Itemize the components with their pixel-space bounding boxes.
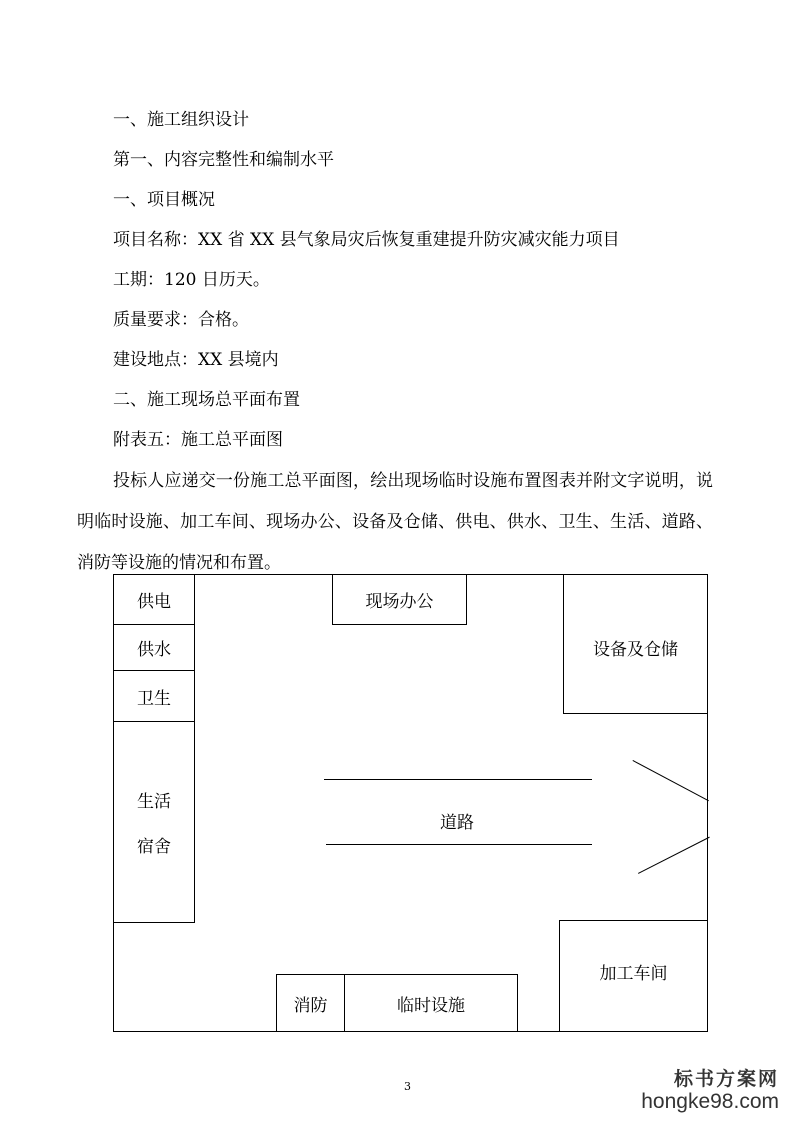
heading-project-overview: 一、项目概况 — [113, 190, 215, 210]
instruction-paragraph: 投标人应递交一份施工总平面图，绘出现场临时设施布置图表并附文字说明，说明临时设施、加工车间、现场办公、设备及仓储、供电、供水、卫生、生活、道路、消防等设施的情况和布置。 — [77, 471, 713, 573]
dormitory-label: 宿舍 — [137, 837, 171, 857]
temporary-facilities-box — [344, 974, 518, 1032]
quality-line: 质量要求：合格。 — [113, 310, 249, 330]
site-office-label: 现场办公 — [365, 592, 434, 612]
heading-construction-design: 一、施工组织设计 — [113, 110, 249, 130]
processing-workshop-label: 加工车间 — [599, 963, 668, 984]
power-label: 供电 — [137, 592, 171, 612]
water-label: 供水 — [137, 640, 171, 660]
heading-site-layout: 二、施工现场总平面布置 — [113, 390, 300, 410]
watermark — [641, 1068, 779, 1114]
fire-protection-box — [276, 974, 345, 1032]
appendix-five-line: 附表五：施工总平面图 — [113, 430, 283, 450]
fire-protection-label: 消防 — [293, 995, 328, 1016]
site-office-box — [332, 574, 467, 625]
road-line-top — [324, 779, 592, 780]
equipment-storage-box — [563, 574, 708, 714]
heading-section-one: 第一、内容完整性和编制水平 — [113, 150, 334, 170]
equipment-storage-label: 设备及仓储 — [593, 640, 678, 660]
road-label: 道路 — [440, 813, 474, 833]
living-quarters-box — [113, 721, 195, 923]
watermark-url: hongke98.com — [641, 1090, 779, 1113]
duration-line: 工期：120 日历天。 — [113, 270, 270, 290]
watermark-brand: 标书方案网 — [673, 1068, 779, 1090]
page-number: 3 — [404, 1080, 411, 1093]
water-box — [113, 624, 195, 671]
sanitation-label: 卫生 — [137, 688, 171, 709]
road-line-bottom — [326, 844, 592, 845]
processing-workshop-box — [559, 920, 708, 1032]
sanitation-box — [113, 670, 195, 722]
living-label: 生活 — [137, 792, 171, 812]
power-box — [113, 574, 195, 625]
project-name-line: 项目名称：XX 省 XX 县气象局灾后恢复重建提升防灾减灾能力项目 — [113, 230, 620, 250]
temporary-facilities-label: 临时设施 — [397, 995, 465, 1016]
location-line: 建设地点：XX 县境内 — [113, 350, 279, 370]
